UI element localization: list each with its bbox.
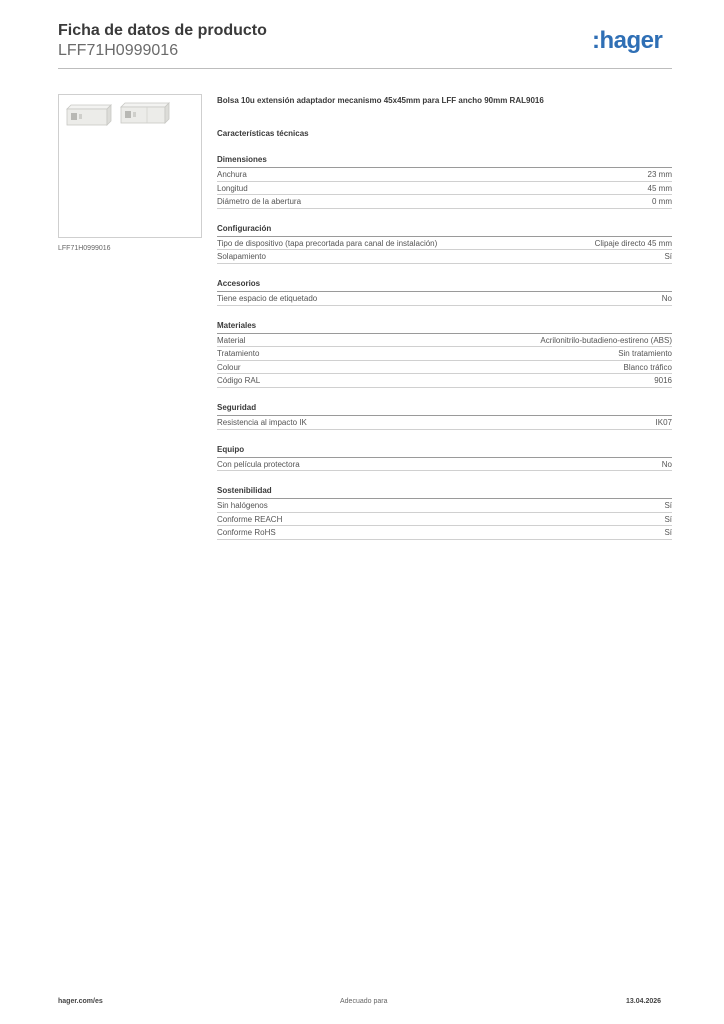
spec-label: Solapamiento — [217, 252, 266, 262]
section-title: Materiales — [217, 321, 672, 334]
section-equipo — [217, 445, 672, 472]
spec-row — [217, 168, 672, 182]
spec-label: Con película protectora — [217, 459, 300, 469]
spec-label: Colour — [217, 362, 241, 372]
technical-characteristics-title: Características técnicas — [217, 129, 309, 138]
spec-row — [217, 292, 672, 306]
spec-row — [217, 237, 672, 251]
product-code: LFF71H0999016 — [58, 42, 179, 59]
spec-value: No — [661, 293, 672, 303]
section-accesorios — [217, 279, 672, 306]
spec-value: Sí — [664, 252, 672, 262]
section-title: Sostenibilidad — [217, 486, 672, 499]
spec-value: Sí — [664, 514, 672, 524]
spec-label: Resistencia al impacto IK — [217, 417, 307, 427]
spec-value: Acrilonitrilo-butadieno-estireno (ABS) — [540, 335, 672, 345]
spec-row — [217, 250, 672, 264]
spec-row — [217, 499, 672, 513]
footer-website-link[interactable]: hager.com/es — [58, 998, 103, 1005]
spec-label: Anchura — [217, 170, 247, 179]
section-configuracion — [217, 224, 672, 264]
spec-label: Sin halógenos — [217, 501, 268, 511]
product-description: Bolsa 10u extensión adaptador mecanismo 45x45mm para LFF ancho 90mm RAL9016 — [217, 96, 544, 105]
spec-row — [217, 513, 672, 527]
spec-value: 45 mm — [647, 183, 672, 193]
spec-label: Tratamiento — [217, 349, 260, 359]
spec-value: No — [661, 459, 672, 469]
footer-date: 13.04.2026 — [626, 998, 662, 1005]
header-divider — [58, 68, 672, 69]
section-title: Equipo — [217, 445, 672, 458]
spec-value: Sí — [664, 528, 672, 538]
image-caption: LFF71H0999016 — [58, 245, 111, 252]
spec-label: Diámetro de la abertura — [217, 197, 302, 207]
product-illustration — [59, 95, 201, 237]
spec-label: Longitud — [217, 183, 248, 193]
section-dimensiones — [217, 155, 672, 209]
spec-value: IK07 — [655, 417, 672, 427]
spec-row — [217, 334, 672, 348]
section-seguridad — [217, 403, 672, 430]
hager-logo: :hager — [592, 27, 663, 54]
document-title: Ficha de datos de producto — [58, 22, 267, 39]
spec-row — [217, 374, 672, 388]
product-details — [217, 96, 672, 540]
spec-value: Sí — [664, 501, 672, 511]
spec-value: 0 mm — [652, 197, 672, 207]
footer-suitable-for: Adecuado para — [340, 998, 388, 1005]
section-title: Dimensiones — [217, 155, 672, 168]
section-title: Accesorios — [217, 279, 672, 292]
spec-row — [217, 361, 672, 375]
spec-value: 23 mm — [647, 170, 672, 179]
spec-row — [217, 526, 672, 540]
page-header — [58, 22, 267, 61]
spec-label: Tiene espacio de etiquetado — [217, 293, 318, 303]
spec-row — [217, 195, 672, 209]
section-materiales — [217, 321, 672, 388]
spec-row — [217, 347, 672, 361]
spec-value: 9016 — [654, 376, 672, 386]
spec-value: Clipaje directo 45 mm — [594, 238, 672, 248]
spec-label: Material — [217, 335, 246, 345]
spec-row — [217, 182, 672, 196]
spec-value: Sin tratamiento — [618, 349, 672, 359]
spec-label: Código RAL — [217, 376, 261, 386]
spec-label: Conforme REACH — [217, 514, 283, 524]
spec-row — [217, 458, 672, 472]
spec-label: Conforme RoHS — [217, 528, 276, 538]
section-title: Seguridad — [217, 403, 672, 416]
spec-label: Tipo de dispositivo (tapa precortada para canal de instalación) — [217, 238, 438, 248]
product-image — [58, 94, 202, 238]
spec-row — [217, 416, 672, 430]
section-title: Configuración — [217, 224, 672, 237]
spec-value: Blanco tráfico — [623, 362, 672, 372]
section-sostenibilidad — [217, 486, 672, 540]
